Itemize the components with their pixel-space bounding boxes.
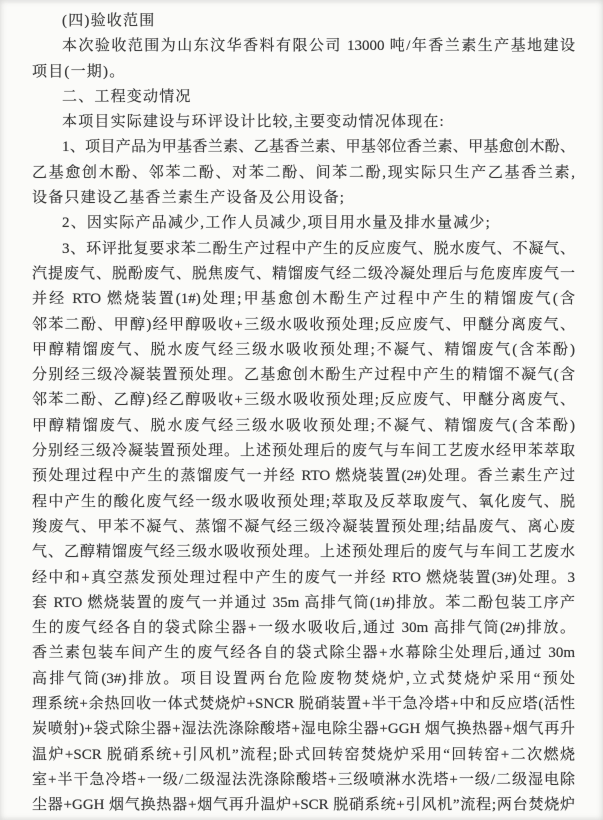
text-line: 项目(一期)。 <box>32 63 126 80</box>
text-line: 本次验收范围为山东汶华香料有限公司 13000 吨/年香兰素生产基地建设 <box>62 38 575 55</box>
text-line: 1、项目产品为甲基香兰素、乙基香兰素、甲基邻位香兰素、甲基愈创木酚、 <box>62 139 575 156</box>
text-line: 设备只建设乙基香兰素生产设备及公用设备; <box>32 190 346 207</box>
text-line: 程中产生的酸化废气经一级水吸收预处理;萃取及反萃取废气、氧化废气、脱 <box>32 493 575 510</box>
text-line: 经中和+真空蒸发预处理过程中产生的废气一并经 RTO 燃烧装置(3#)处理。3 <box>32 569 575 586</box>
document-text <box>32 9 575 819</box>
text-line: 预处理过程中产生的蒸馏废气一并经 RTO 燃烧装置(2#)处理。香兰素生产过 <box>32 468 575 485</box>
text-line: 甲醇精馏废气、脱水废气经三级水吸收预处理;不凝气、精馏废气(含苯酚) <box>32 417 575 434</box>
text-line: 3、环评批复要求苯二酚生产过程中产生的反应废气、脱水废气、不凝气、 <box>62 240 575 257</box>
text-line: 分别经三级冷凝装置预处理。上述预处理后的废气与车间工艺废水经甲苯萃取 <box>32 443 575 460</box>
text-line: 汽提废气、脱酚废气、脱焦废气、精馏废气经二级冷凝处理后与危废库废气一 <box>32 265 575 282</box>
text-line: 室+半干急冷塔+一级/二级湿法洗涤除酸塔+三级喷淋水洗塔+一级/二级湿电除 <box>32 771 575 788</box>
text-line: 邻苯二酚、乙醇)经乙醇吸收+三级水吸收预处理;反应废气、甲醚分离废气、 <box>32 392 575 409</box>
text-line: 分别经三级冷凝装置预处理。乙基愈创木酚生产过程中产生的精馏不凝气(含 <box>32 367 575 384</box>
text-line: 高排气筒(3#)排放。项目设置两台危险废物焚烧炉,立式焚烧炉采用“预处 <box>32 670 575 687</box>
text-line: 生的废气经各自的袋式除尘器+一级水吸收后,通过 30m 高排气筒(2#)排放。 <box>32 620 575 637</box>
text-line: 气、乙醇精馏废气经三级水吸收预处理。上述预处理后的废气与车间工艺废水 <box>32 544 575 561</box>
text-line: 本项目实际建设与环评设计比较,主要变动情况体现在: <box>62 114 445 131</box>
text-line: 邻苯二酚、甲醇)经甲醇吸收+三级水吸收预处理;反应废气、甲醚分离废气、 <box>32 316 575 333</box>
text-line: 乙基愈创木酚、邻苯二酚、对苯二酚、间苯二酚,现实际只生产乙基香兰素, <box>32 164 575 181</box>
text-line: 温炉+SCR 脱硝系统+引风机”流程;卧式回转窑焚烧炉采用“回转窑+二次燃烧 <box>32 746 575 763</box>
text-line: 炭喷射)+袋式除尘器+湿法洗涤除酸塔+湿电除尘器+GGH 烟气换热器+烟气再升 <box>32 721 575 738</box>
text-line: 2、因实际产品减少,工作人员减少,项目用水量及排水量减少; <box>62 215 491 232</box>
section-heading: 二、工程变动情况 <box>62 88 192 105</box>
text-line: 尘器+GGH 烟气换热器+烟气再升温炉+SCR 脱硝系统+引风机”流程;两台焚烧炉 <box>32 797 575 814</box>
text-line: 羧废气、甲苯不凝气、蒸馏不凝气经三级冷凝装置预处理;结晶废气、离心废 <box>32 518 575 535</box>
text-line: 并经 RTO 燃烧装置(1#)处理;甲基愈创木酚生产过程中产生的精馏废气(含 <box>32 291 575 308</box>
text-line: 理系统+余热回收一体式焚烧炉+SNCR 脱硝装置+半干急冷塔+中和反应塔(活性 <box>32 696 575 713</box>
text-line: 香兰素包装车间产生的废气经各自的袋式除尘器+水幕除尘处理后,通过 30m <box>32 645 575 662</box>
text-line: 套 RTO 燃烧装置的废气一并通过 35m 高排气筒(1#)排放。苯二酚包装工序产 <box>32 594 575 611</box>
section-heading: (四)验收范围 <box>62 13 156 29</box>
text-line: 甲醇精馏废气、脱水废气经三级水吸收预处理;不凝气、精馏废气(含苯酚) <box>32 341 575 358</box>
